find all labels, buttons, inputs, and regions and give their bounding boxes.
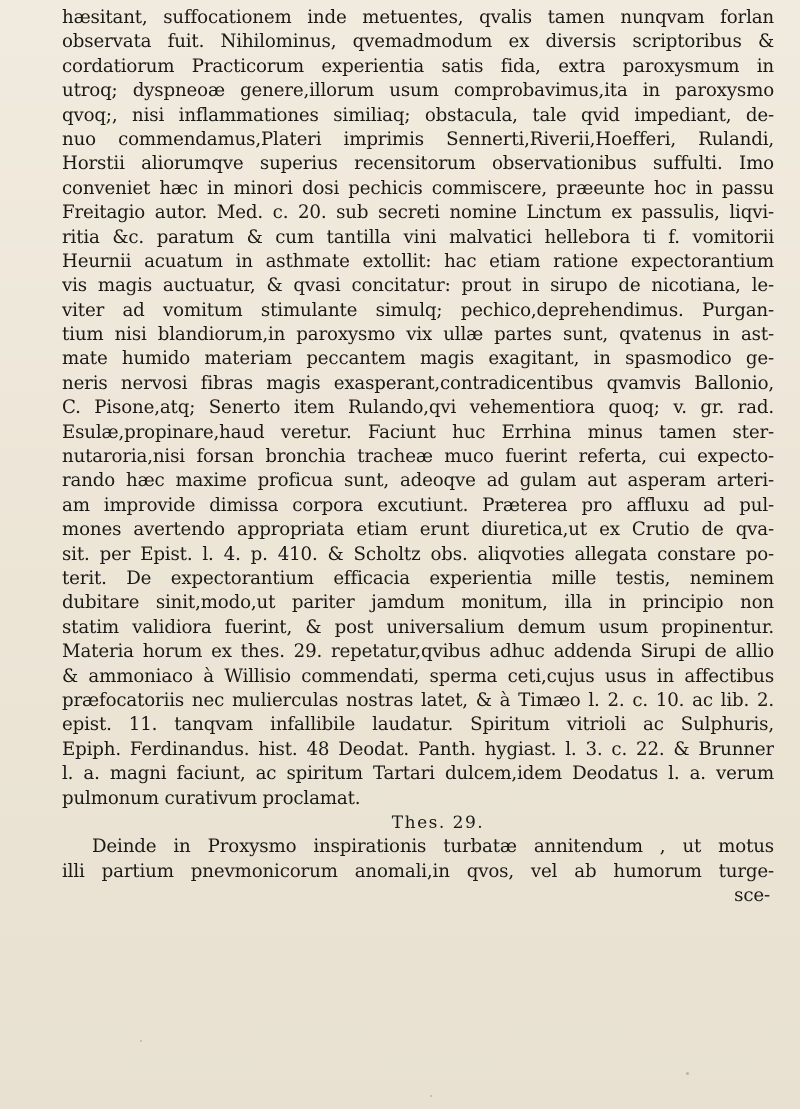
- text-line: am improvide dimissa corpora excutiunt. Præterea pro affluxu ad pul-: [62, 494, 774, 516]
- text-line: hæsitant, suffocationem inde metuentes, qvalis tamen nunqvam forlan: [62, 7, 774, 28]
- paper-speck: [430, 1095, 432, 1097]
- text-line: Esulæ,propinare,haud veretur. Faciunt huc Errhina minus tamen ster-: [62, 421, 774, 443]
- text-line: epist. 11. tanqvam infallibile laudatur. Spiritum vitrioli ac Sulphuris,: [62, 714, 774, 736]
- text-line: mones avertendo appropriata etiam erunt diuretica,ut ex Crutio de qva-: [62, 519, 774, 541]
- text-line: Freitagio autor. Med. c. 20. sub secreti nomine Linctum ex passulis, liqvi-: [62, 202, 774, 224]
- text-line: l. a. magni faciunt, ac spiritum Tartari dulcem,idem Deodatus l. a. verum: [62, 763, 774, 785]
- text-line: ritia &c. paratum & cum tantilla vini malvatici hellebora ti f. vomitorii: [62, 226, 774, 248]
- text-line: terit. De expectorantium efficacia experientia mille testis, neminem: [62, 567, 774, 589]
- text-line: Horstii aliorumqve superius recensitorum observationibus suffulti. Imo: [62, 153, 774, 175]
- paper-speck: [686, 1072, 689, 1075]
- text-line: C. Pisone,atq; Senerto item Rulando,qvi vehementiora quoq; v. gr. rad.: [62, 397, 774, 419]
- text-line: rando hæc maxime proficua sunt, adeoqve ad gulam aut asperam arteri-: [62, 470, 774, 492]
- section-heading: Thes. 29.: [391, 812, 485, 833]
- text-line: nutaroria,nisi forsan bronchia tracheæ muco fuerint referta, cui expecto-: [62, 446, 774, 468]
- text-block: [62, 6, 774, 908]
- text-line: & ammoniaco à Willisio commendati, sperma ceti,cujus usus in affectibus: [62, 665, 774, 687]
- text-line: viter ad vomitum stimulante simulq; pechico,deprehendimus. Purgan-: [62, 299, 774, 321]
- text-line: cordatiorum Practicorum experientia satis fida, extra paroxysmum in: [62, 55, 774, 77]
- text-line: sit. per Epist. l. 4. p. 410. & Scholtz obs. aliqvoties allegata constare po-: [62, 543, 774, 565]
- text-line: Deinde in Proxysmo inspirationis turbatæ annitendum , ut motus: [92, 836, 774, 858]
- text-line: qvoq;, nisi inflammationes similiaq; obstacula, tale qvid impediant, de-: [62, 104, 774, 126]
- text-line: observata fuit. Nihilominus, qvemadmodum ex diversis scriptoribus &: [62, 31, 774, 53]
- text-line: Heurnii acuatum in asthmate extollit: hac etiam ratione expectorantium: [62, 250, 774, 272]
- text-line: tium nisi blandiorum,in paroxysmo vix ullæ partes sunt, qvatenus in ast-: [62, 324, 774, 346]
- text-line: Materia horum ex thes. 29. repetatur,qvibus adhuc addenda Sirupi de allio: [62, 641, 774, 663]
- text-line: nuo commendamus,Plateri imprimis Sennerti,Riverii,Hoefferi, Rulandi,: [62, 128, 774, 150]
- paper-speck: [140, 1040, 142, 1042]
- text-line: statim validiora fuerint, & post universalium demum usum propinentur.: [62, 616, 774, 638]
- text-line: conveniet hæc in minori dosi pechicis commiscere, præeunte hoc in passu: [62, 177, 774, 199]
- text-line: Epiph. Ferdinandus. hist. 48 Deodat. Panth. hygiast. l. 3. c. 22. & Brunner: [62, 738, 774, 760]
- text-line: vis magis auctuatur, & qvasi concitatur: prout in sirupo de nicotiana, le-: [62, 275, 774, 297]
- text-line: dubitare sinit,modo,ut pariter jamdum monitum, illa in principio non: [62, 592, 774, 614]
- text-line: pulmonum curativum proclamat.: [62, 787, 361, 809]
- text-line: illi partium pnevmonicorum anomali,in qvos, vel ab humorum turge-: [62, 860, 774, 882]
- text-line: utroq; dyspneoæ genere,illorum usum comprobavimus,ita in paroxysmo: [62, 80, 774, 102]
- text-line: præfocatoriis nec mulierculas nostras latet, & à Timæo l. 2. c. 10. ac lib. 2.: [62, 689, 774, 711]
- catchword: sce-: [734, 885, 770, 907]
- text-line: mate humido materiam peccantem magis exagitant, in spasmodico ge-: [62, 348, 774, 370]
- text-line: neris nervosi fibras magis exasperant,contradicentibus qvamvis Ballonio,: [62, 372, 774, 394]
